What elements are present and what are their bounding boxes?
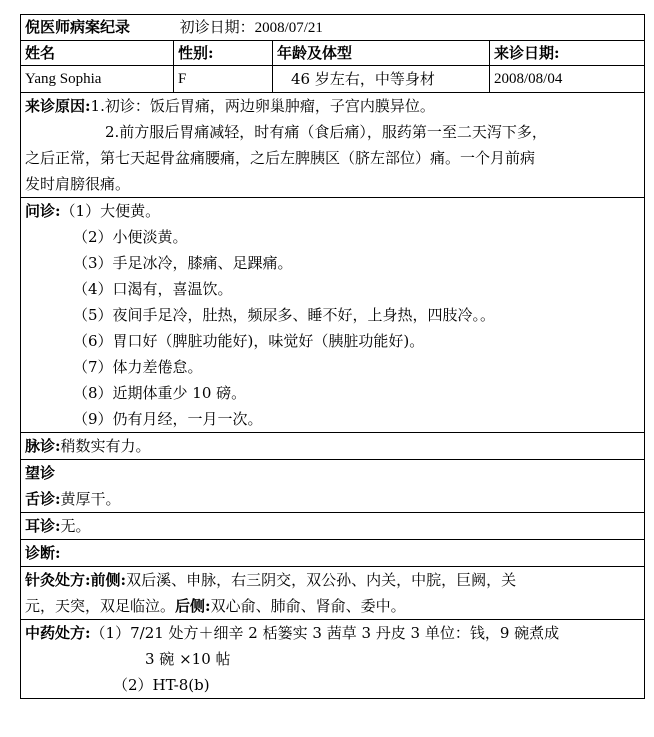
inquiry-cell bbox=[21, 198, 645, 433]
herbal-item-1-continued: 3 碗 ×10 帖 bbox=[145, 650, 231, 668]
inquiry-item: （8）近期体重少 10 磅。 bbox=[73, 384, 247, 402]
pulse-cell bbox=[21, 433, 645, 460]
herbal-cell bbox=[21, 620, 645, 699]
back-points: 双心俞、肺俞、肾俞、委中。 bbox=[210, 597, 406, 615]
observe-tongue-row bbox=[21, 460, 645, 513]
age-label: 年龄及体型 bbox=[273, 41, 490, 66]
herbal-item-1: （1）7/21 处方＋细辛 2 栝篓实 3 茜草 3 丹皮 3 单位：钱，9 碗煮成 bbox=[90, 624, 560, 642]
pulse-row bbox=[21, 433, 645, 460]
ear-cell bbox=[21, 513, 645, 540]
patient-value-row bbox=[21, 66, 645, 93]
reason-line-2: 2.前方服后胃痛减轻，时有痛（食后痛），服药第一至二天泻下多， bbox=[105, 123, 547, 141]
inquiry-item: （7）体力差倦怠。 bbox=[73, 358, 203, 376]
visit-date-label: 来诊日期: bbox=[490, 41, 645, 66]
acupuncture-cell bbox=[21, 567, 645, 620]
herbal-label: 中药处方: bbox=[25, 624, 91, 642]
front-points-continued: 元，天突，双足临泣。 bbox=[25, 597, 176, 615]
reason-line-1: 1.初诊：饭后胃痛，两边卵巢肿瘤，子宫内膜异位。 bbox=[90, 97, 435, 115]
patient-header-row bbox=[21, 41, 645, 66]
medical-record-sheet bbox=[20, 14, 644, 699]
ear-row bbox=[21, 513, 645, 540]
pulse-text: 稍数实有力。 bbox=[60, 437, 151, 455]
inquiry-item: （5）夜间手足冷，肚热，频尿多、睡不好，上身热，四肢冷。。 bbox=[73, 306, 496, 324]
diagnosis-label: 诊断: bbox=[25, 544, 61, 562]
visit-date: 2008/08/04 bbox=[490, 66, 645, 93]
inquiry-row bbox=[21, 198, 645, 433]
observe-tongue-cell bbox=[21, 460, 645, 513]
patient-sex: F bbox=[174, 66, 273, 93]
acupuncture-label: 针灸处方: bbox=[25, 571, 91, 589]
observe-label: 望诊 bbox=[25, 464, 56, 482]
header-row bbox=[21, 15, 645, 41]
tongue-text: 黄厚干。 bbox=[60, 490, 121, 508]
herbal-row bbox=[21, 620, 645, 699]
reason-line-4: 发时肩膀很痛。 bbox=[25, 175, 131, 193]
first-visit-label: 初诊日期： bbox=[179, 18, 255, 36]
patient-name: Yang Sophia bbox=[21, 66, 174, 93]
inquiry-item: （2）小便淡黄。 bbox=[73, 228, 188, 246]
medical-record-table bbox=[20, 14, 645, 699]
front-label: 前侧: bbox=[90, 571, 127, 589]
inquiry-item: （9）仍有月经，一月一次。 bbox=[73, 410, 263, 428]
inquiry-label: 问诊: bbox=[25, 202, 61, 220]
ear-text: 无。 bbox=[60, 517, 91, 535]
diagnosis-row bbox=[21, 540, 645, 567]
diagnosis-cell bbox=[21, 540, 645, 567]
inquiry-item: （4）口渴有，喜温饮。 bbox=[73, 280, 233, 298]
header-cell bbox=[21, 15, 645, 41]
reason-label: 来诊原因: bbox=[25, 97, 91, 115]
reason-line-3: 之后正常，第七天起骨盆痛腰痛，之后左脾胰区（脐左部位）痛。一个月前病 bbox=[25, 149, 536, 167]
patient-age: 46 岁左右，中等身材 bbox=[273, 66, 490, 93]
sex-label: 性别: bbox=[174, 41, 273, 66]
acupuncture-row bbox=[21, 567, 645, 620]
reason-row bbox=[21, 93, 645, 198]
back-label: 后侧: bbox=[175, 597, 211, 615]
reason-cell bbox=[21, 93, 645, 198]
first-visit-date: 2008/07/21 bbox=[254, 20, 323, 36]
record-title: 倪医师病案纪录 bbox=[25, 18, 131, 36]
herbal-item-2: （2）HT-8(b) bbox=[113, 676, 210, 694]
name-label: 姓名 bbox=[21, 41, 174, 66]
pulse-label: 脉诊: bbox=[25, 437, 61, 455]
inquiry-item: （6）胃口好（脾脏功能好)，味觉好（胰脏功能好)。 bbox=[73, 332, 425, 350]
inquiry-item: （3）手足冰冷，膝痛、足踝痛。 bbox=[73, 254, 293, 272]
inquiry-item: （1）大便黄。 bbox=[60, 202, 161, 220]
front-points: 双后溪、申脉，右三阴交，双公孙、内关，中脘，巨阙，关 bbox=[126, 571, 517, 589]
ear-label: 耳诊: bbox=[25, 517, 61, 535]
tongue-label: 舌诊: bbox=[25, 490, 61, 508]
